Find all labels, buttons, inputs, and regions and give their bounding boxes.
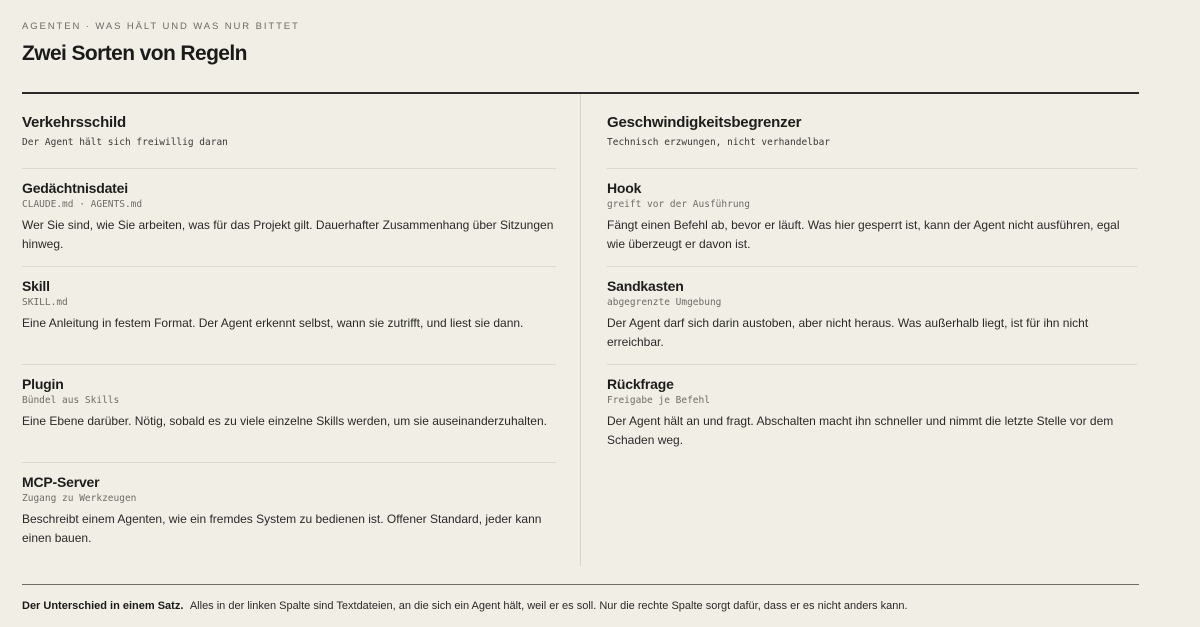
- item-title: Plugin: [22, 376, 64, 392]
- list-item-memory-file: [22, 169, 556, 267]
- eyebrow: AGENTEN · WAS HÄLT UND WAS NUR BITTET: [22, 21, 300, 32]
- item-title: MCP-Server: [22, 474, 100, 490]
- item-subtitle: Zugang zu Werkzeugen: [22, 493, 137, 504]
- list-item-skill: [22, 267, 556, 365]
- footer-text: Alles in der linken Spalte sind Textdateien, an die sich ein Agent hält, weil er es soll. Nur die rechte Spalte sorgt dafür, dass er es nicht anders kann.: [189, 600, 908, 612]
- page: [22, 0, 1139, 627]
- left-column: [22, 94, 556, 560]
- item-description: Eine Ebene darüber. Nötig, sobald es zu viele einzelne Skills werden, um sie auseinanderzuhalten.: [22, 414, 547, 428]
- list-item-hook: [607, 169, 1137, 267]
- item-subtitle: SKILL.md: [22, 297, 68, 308]
- left-column-subtitle: Der Agent hält sich freiwillig daran: [22, 137, 228, 148]
- item-subtitle: Freigabe je Befehl: [607, 395, 710, 406]
- item-title: Skill: [22, 278, 50, 294]
- item-subtitle: abgegrenzte Umgebung: [607, 297, 722, 308]
- item-description: Beschreibt einem Agenten, wie ein fremdes System zu bedienen ist. Offener Standard, jeder kann einen bauen.: [22, 512, 542, 545]
- item-title: Hook: [607, 180, 642, 196]
- item-subtitle: Bündel aus Skills: [22, 395, 120, 406]
- right-column-subtitle: Technisch erzwungen, nicht verhandelbar: [607, 137, 831, 148]
- footer-lead: Der Unterschied in einem Satz.: [22, 600, 184, 612]
- item-subtitle: CLAUDE.md · AGENTS.md: [22, 199, 143, 210]
- right-column: [607, 94, 1137, 462]
- item-description: Fängt einen Befehl ab, bevor er läuft. Was hier gesperrt ist, kann der Agent nicht ausführen, egal wie überzeugt er davon ist.: [607, 218, 1120, 251]
- left-column-header: [22, 94, 556, 169]
- item-title: Rückfrage: [607, 376, 674, 392]
- column-divider: [580, 94, 581, 566]
- list-item-confirmation: [607, 365, 1137, 462]
- left-column-title: Verkehrsschild: [22, 114, 126, 131]
- footer-summary: [22, 600, 908, 612]
- item-description: Der Agent hält an und fragt. Abschalten macht ihn schneller und nimmt die letzte Stelle vor dem Schaden weg.: [607, 414, 1114, 447]
- item-description: Eine Anleitung in festem Format. Der Agent erkennt selbst, wann sie zutrifft, und liest sie dann.: [22, 316, 524, 330]
- item-description: Wer Sie sind, wie Sie arbeiten, was für das Projekt gilt. Dauerhafter Zusammenhang über Sitzungen hinweg.: [22, 218, 554, 251]
- right-column-header: [607, 94, 1137, 169]
- page-title: Zwei Sorten von Regeln: [22, 42, 247, 65]
- list-item-mcp-server: [22, 463, 556, 560]
- list-item-plugin: [22, 365, 556, 463]
- list-item-sandbox: [607, 267, 1137, 365]
- item-subtitle: greift vor der Ausführung: [607, 199, 750, 210]
- right-column-title: Geschwindigkeitsbegrenzer: [607, 114, 802, 131]
- item-title: Gedächtnisdatei: [22, 180, 128, 196]
- bottom-rule: [22, 584, 1139, 585]
- item-description: Der Agent darf sich darin austoben, aber nicht heraus. Was außerhalb liegt, ist für ihn nicht erreichbar.: [607, 316, 1089, 349]
- item-title: Sandkasten: [607, 278, 684, 294]
